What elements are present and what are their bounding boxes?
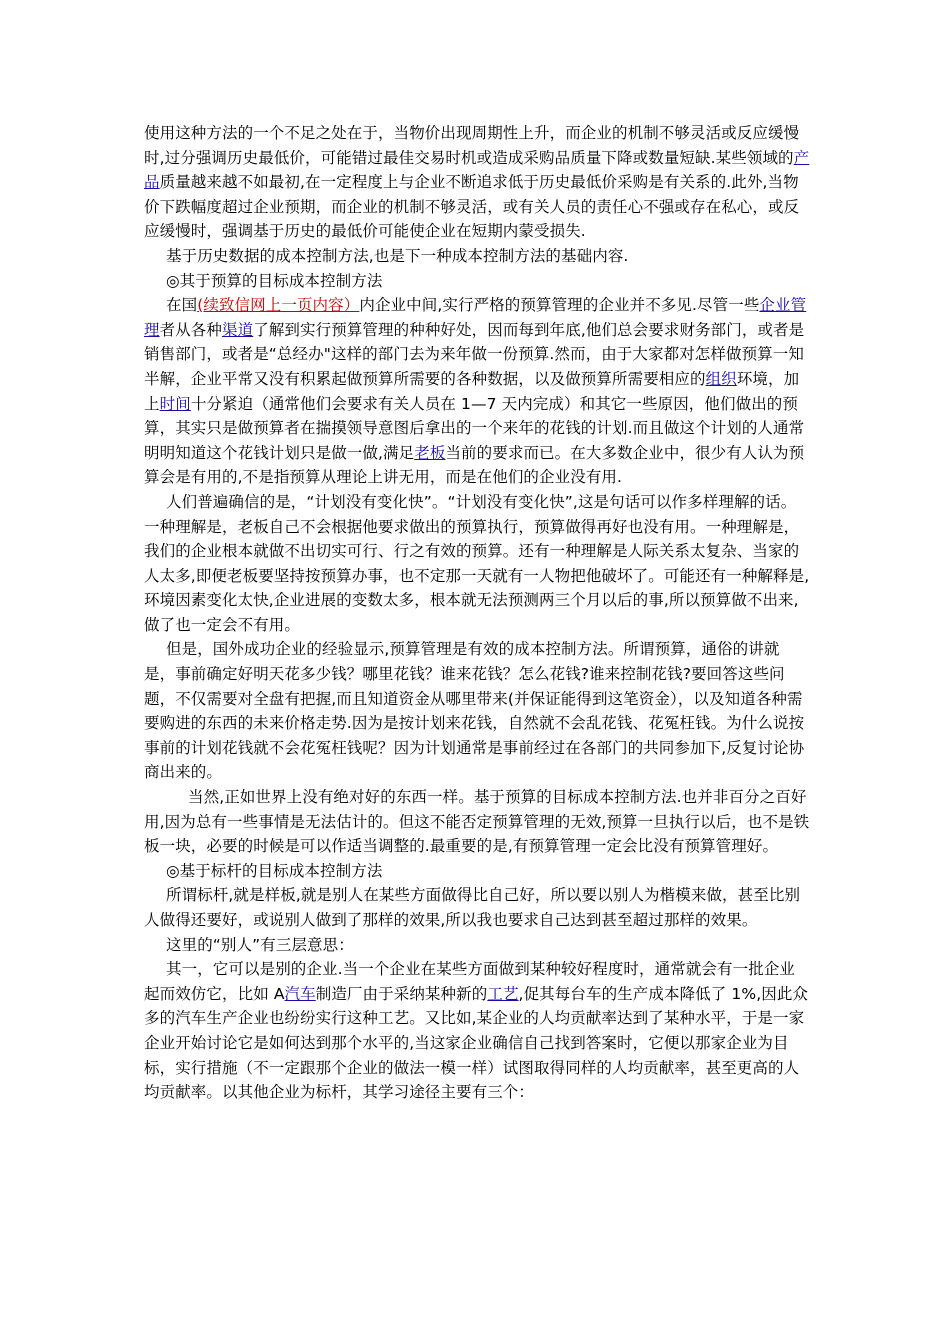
paragraph-6: 当然,正如世界上没有绝对好的东西一样。基于预算的目标成本控制方法.也并非百分之百好用,因为总有一些事情是无法估计的。但这不能否定预算管理的无效,预算一旦执行以后，也不是铁板一块，必要的时候是可以作适当调整的.最重要的是,有预算管理一定会比没有预算管理好。 [144,788,810,856]
paragraph-9-text-c: ,促其每台车的生产成本降低了 1%,因此众多的汽车生产企业也纷纷实行这种工艺。又比如,某企业的人均贡献率达到了某种水平，于是一家企业开始讨论它是如何达到那个水平的,当这家企业确信自己找到答案时，它便以那家企业为目标，实行措施（不一定跟那个企业的做法一模一样）试图取得同样的人均贡献率，甚至更高的人均贡献率。以其他企业为标杆，其学习途径主要有三个： [144,984,809,1102]
paragraph-2: 基于历史数据的成本控制方法,也是下一种成本控制方法的基础内容. [166,246,629,265]
paragraph-1-text: 使用这种方法的一个不足之处在于，当物价出现周期性上升，而企业的机制不够灵活或反应缓慢时,过分强调历史最低价，可能错过最佳交易时机或造成采购品质量下降或数量短缺.某些领域的 [144,124,800,167]
paragraph-9-text-b: 制造厂由于采纳某种新的 [315,984,488,1003]
paragraph-7: 所谓标杆,就是样板,就是别人在某些方面做得比自己好，所以要以别人为楷模来做，甚至比别人做得还要好，或说别人做到了那样的效果,所以我也要求自己达到甚至超过那样的效果。 [144,886,801,929]
link-organization[interactable]: 组织 [705,369,737,388]
paragraph-3-text-c: 者从各种 [159,320,223,339]
paragraph-9-text-a: 其一，它可以是别的企业.当一个企业在某些方面做到某种较好程度时，通常就会有一批企业起而效仿它，比如 A [144,960,796,1003]
paragraph-3 [144,293,810,490]
paragraph-5: 但是，国外成功企业的经验显示,预算管理是有效的成本控制方法。所谓预算，通俗的讲就是，事前确定好明天花多少钱？哪里花钱？谁来花钱？怎么花钱?谁来控制花钱?要回答这些问题，不仅需要对全盘有把握,而且知道资金从哪里带来(并保证能得到这笔资金），以及知道各种需要购进的东西的未来价格走势.因为是按计划来花钱，自然就不会乱花钱、花冤枉钱。为什么说按事前的计划花钱就不会花冤枉钱呢？因为计划通常是事前经过在各部门的共同参加下,反复讨论协商出来的。 [144,640,805,782]
paragraph-3-text-e: 环境，加上 [144,369,800,413]
link-craft[interactable]: 工艺 [487,984,519,1003]
paragraph-9 [144,957,810,1105]
link-channel[interactable]: 渠道 [222,320,254,339]
paragraph-3-text-g: 当前的要求而已。在大多数企业中，很少有人认为预算会是有用的,不是指预算从理论上讲无用，而是在他们的企业没有用. [144,443,805,487]
link-automobile[interactable]: 汽车 [284,984,316,1003]
link-time[interactable]: 时间 [159,394,191,413]
paragraph-3-text-f: 十分紧迫（通常他们会要求有关人员在 1—7 天内完成）和其它一些原因，他们做出的预算，其实只是做预算者在揣摸领导意图后拿出的一个来年的花钱的计划.而且做这个计划的人通常明明知道这个花钱计划只是做一做,满足 [144,394,805,462]
paragraph-1 [144,121,810,244]
paragraph-3-text-d: 了解到实行预算管理的种种好处，因而每到年底,他们总会要求财务部门，或者是销售部门，或者是“总经办"这样的部门去为来年做一份预算.然而，由于大家都对怎样做预算一知半解，企业平常又没有积累起做预算所需要的各种数据，以及做预算所需要相应的 [144,320,805,388]
paragraph-3-text-a: 在国 [166,296,198,315]
section-heading-benchmark: ◎基于标杆的目标成本控制方法 [166,861,383,880]
link-enterprise-management[interactable]: 企业管理 [144,296,807,339]
section-heading-budget: ◎其于预算的目标成本控制方法 [166,271,383,290]
link-boss[interactable]: 老板 [414,443,446,462]
document-body [144,121,810,1105]
paragraph-4: 人们普遍确信的是，“计划没有变化快”。“计划没有变化快”,这是句话可以作多样理解的话。一种理解是，老板自己不会根据他要求做出的预算执行，预算做得再好也没有用。一种理解是，我们的企业根本就做不出切实可行、行之有效的预算。还有一种理解是人际关系太复杂、当家的人太多,即便老板要坚持按预算办事，也不定那一天就有一人物把他破坏了。可能还有一种解释是,环境因素变化太快,企业进展的变数太多，根本就无法预测两三个月以后的事,所以预算做不出来,做了也一定会不有用。 [144,492,810,634]
paragraph-8: 这里的“别人”有三层意思： [166,935,354,954]
link-continue-previous-page[interactable]: (续致信网上一页内容） [197,296,360,315]
paragraph-1-text-cont: 质量越来越不如最初,在一定程度上与企业不断追求低于历史最低价采购是有关系的.此外,当物价下跌幅度超过企业预期，而企业的机制不够灵活，或有关人员的责任心不强或存在私心，或反应缓慢时，强调基于历史的最低价可能使企业在短期内蒙受损失. [144,173,800,241]
paragraph-3-text-b: 内企业中间,实行严格的预算管理的企业并不多见.尽管一些 [359,296,760,315]
link-product[interactable]: 产品 [144,148,810,192]
